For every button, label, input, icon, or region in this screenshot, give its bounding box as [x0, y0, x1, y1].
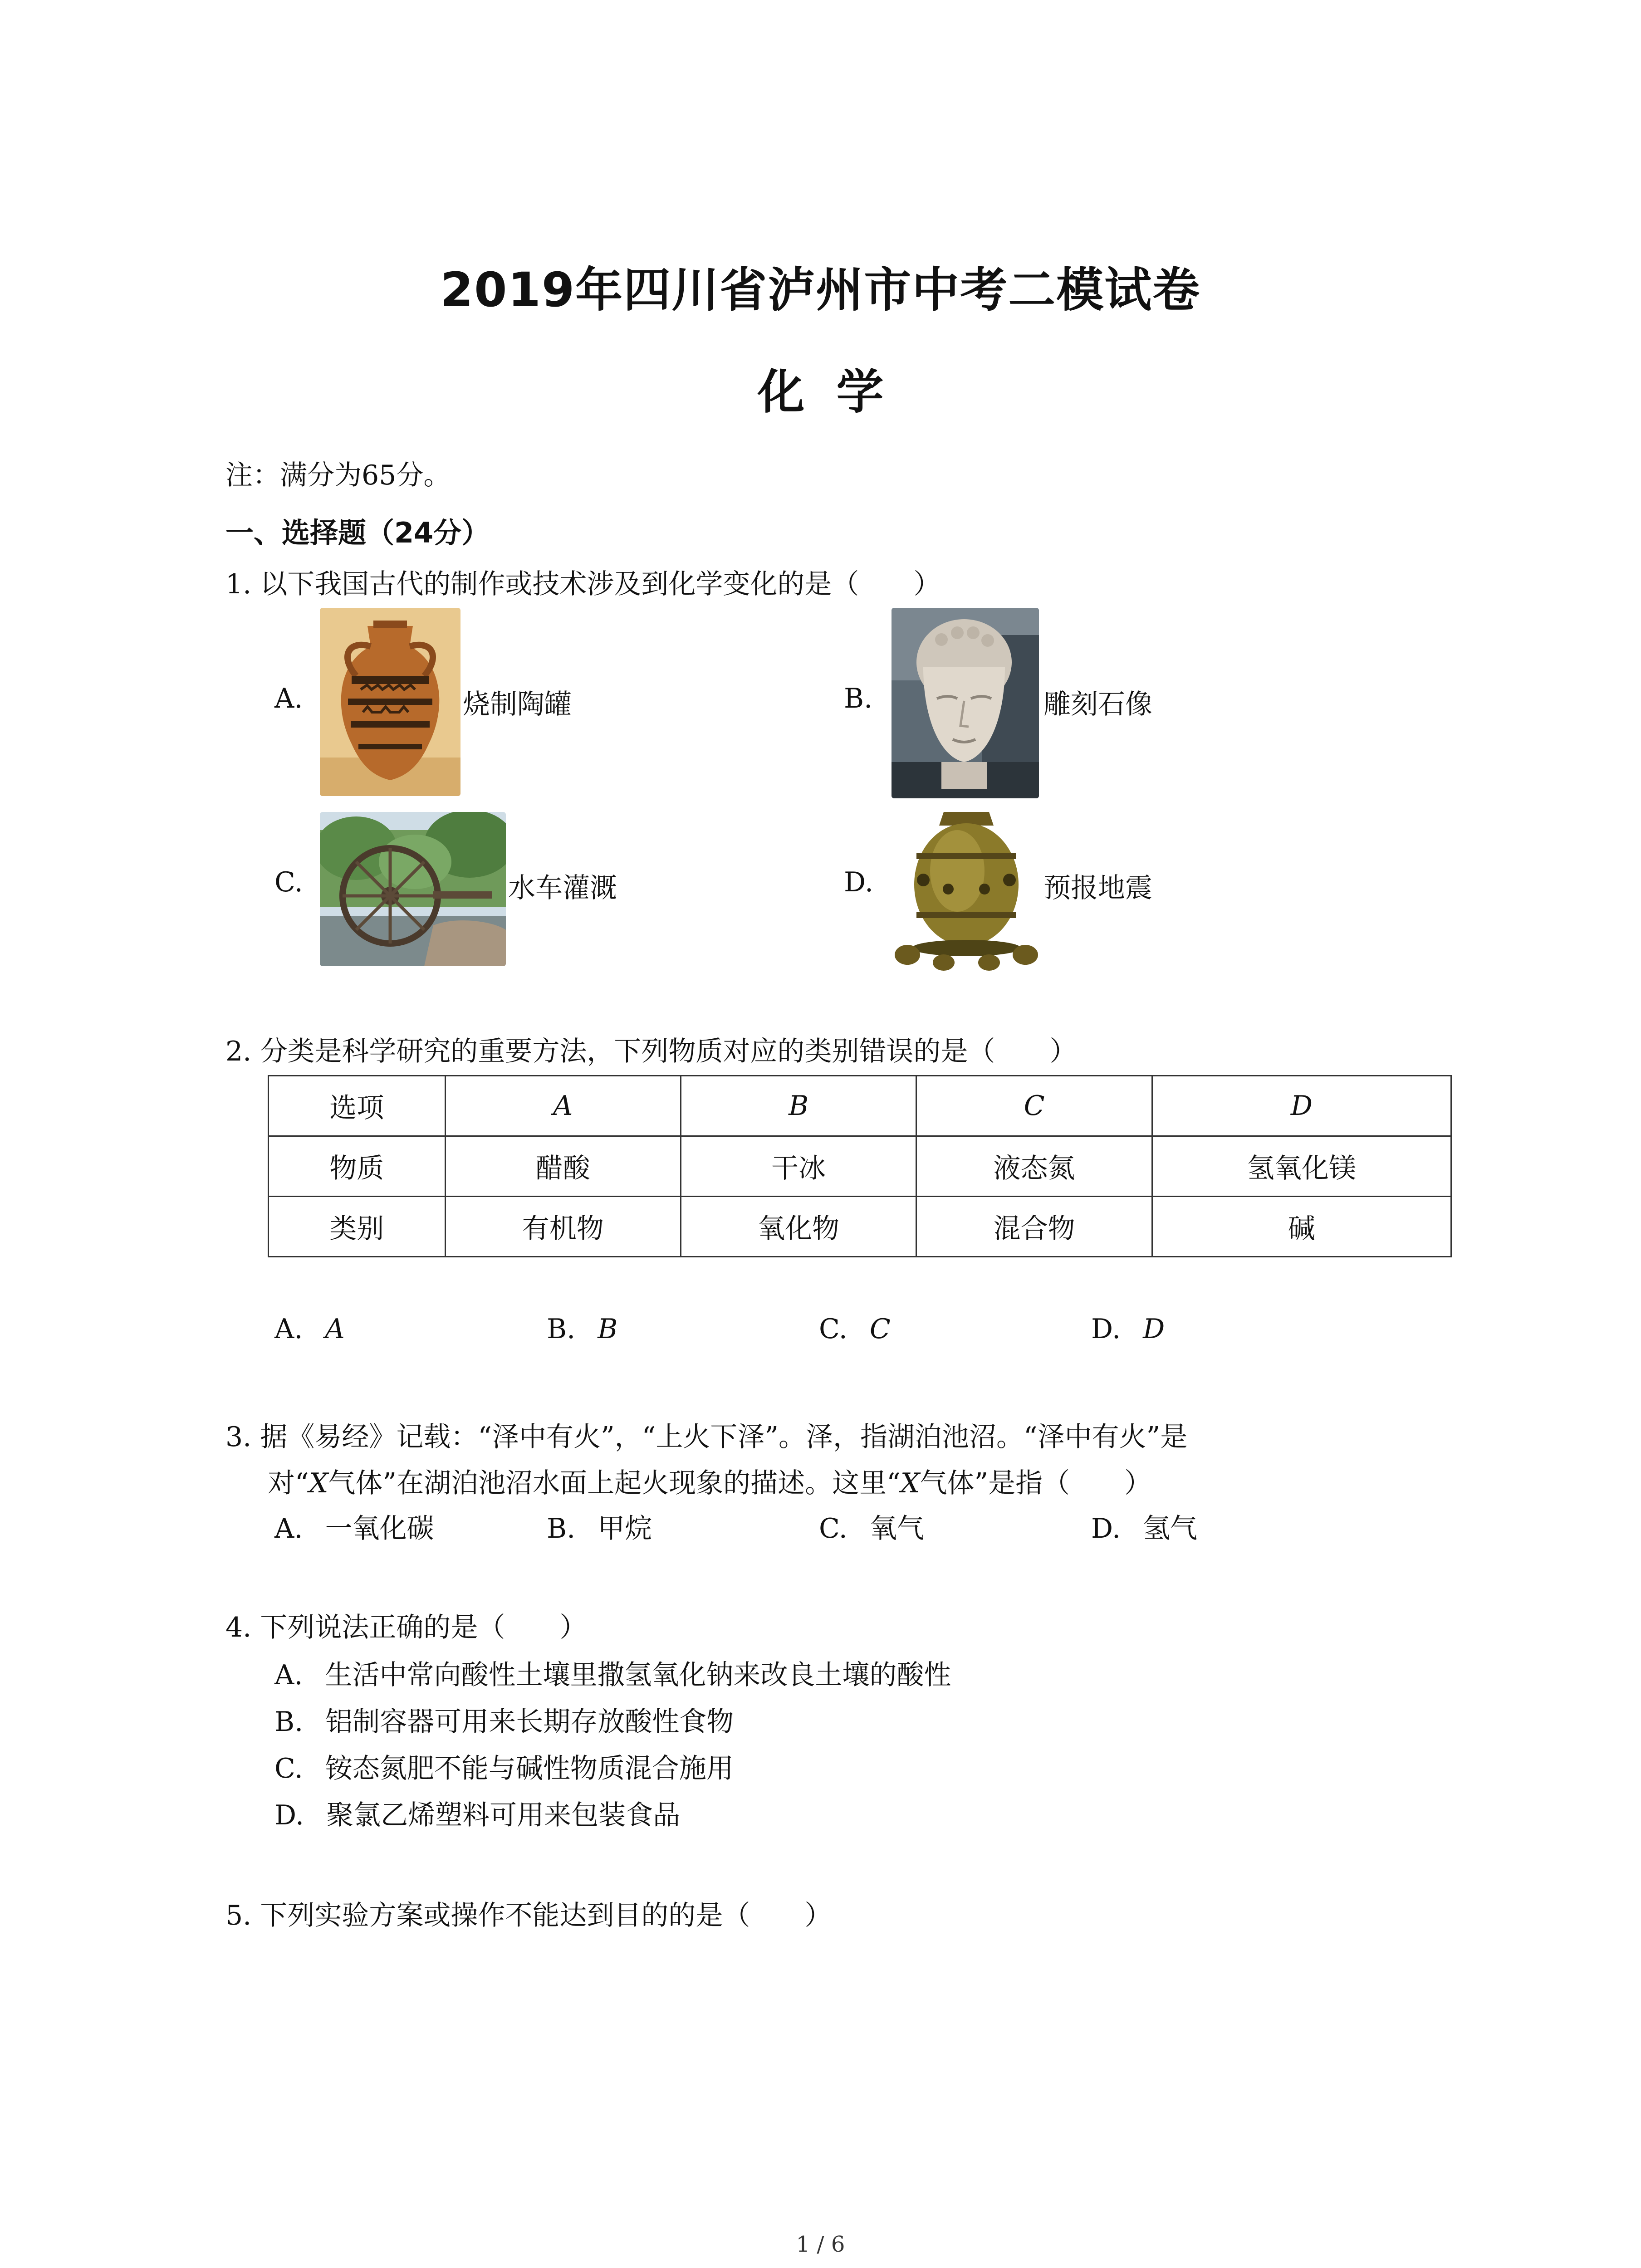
stem-text: 对“ — [268, 1467, 309, 1499]
table-cell: A — [445, 1076, 681, 1136]
table-cell: 氢氧化镁 — [1152, 1136, 1451, 1197]
q2-option-a — [274, 1313, 345, 1345]
option-letter: A. — [274, 1659, 303, 1691]
option-letter: A. — [274, 1313, 303, 1345]
table-cell: 干冰 — [681, 1136, 916, 1197]
table-cell: D — [1152, 1076, 1451, 1136]
q2-option-b — [547, 1313, 617, 1345]
q1-option-a-letter: A. — [274, 683, 303, 714]
option-letter: C. — [819, 1313, 847, 1345]
q1-option-a-text: 烧制陶罐 — [463, 689, 572, 720]
q2-stem: 2. 分类是科学研究的重要方法，下列物质对应的类别错误的是（ ） — [225, 1036, 1077, 1067]
option-text: 聚氯乙烯塑料可用来包装食品 — [326, 1799, 681, 1831]
table-row — [269, 1197, 1451, 1257]
q2-option-d — [1091, 1313, 1165, 1345]
q4-option-d — [274, 1794, 680, 1833]
q3-stem-line1: 3. 据《易经》记载：“泽中有火”，“上火下泽”。泽，指湖泊池沼。“泽中有火”是 — [225, 1421, 1188, 1453]
option-letter: D. — [274, 1799, 304, 1831]
table-cell: 液态氮 — [916, 1136, 1152, 1197]
option-text: D — [1143, 1313, 1165, 1345]
table-header-row — [269, 1076, 1451, 1136]
table-row — [269, 1136, 1451, 1197]
table-cell: 氧化物 — [681, 1197, 916, 1257]
q5-stem: 5. 下列实验方案或操作不能达到目的的是（ ） — [225, 1900, 832, 1931]
page-number: 1 / 6 — [796, 2232, 845, 2257]
stem-variable: X — [900, 1467, 920, 1499]
q4-option-b — [274, 1700, 734, 1739]
option-text: B — [598, 1313, 618, 1345]
q4-stem: 4. 下列说法正确的是（ ） — [225, 1612, 587, 1643]
table-cell: 混合物 — [916, 1197, 1152, 1257]
option-text: C — [869, 1313, 891, 1345]
q3-stem-line2 — [268, 1461, 1151, 1501]
table-cell: 有机物 — [445, 1197, 681, 1257]
table-cell: 碱 — [1152, 1197, 1451, 1257]
table-cell: C — [916, 1076, 1152, 1136]
q4-option-c — [274, 1747, 734, 1786]
option-text: 生活中常向酸性土壤里撒氢氧化钠来改良土壤的酸性 — [325, 1659, 951, 1691]
q4-option-a — [274, 1653, 951, 1692]
stone-statue-image — [892, 608, 1039, 798]
q1-option-d-text: 预报地震 — [1043, 872, 1152, 904]
option-text: A — [325, 1313, 345, 1345]
table-cell: 物质 — [269, 1136, 446, 1197]
option-letter: D. — [1091, 1513, 1121, 1545]
q1-option-c-letter: C. — [274, 866, 303, 898]
q3-option-d — [1091, 1507, 1197, 1546]
seismoscope-image — [889, 798, 1043, 973]
option-text: 氢气 — [1143, 1513, 1198, 1545]
option-letter: C. — [274, 1753, 303, 1784]
q1-option-b-text: 雕刻石像 — [1043, 689, 1152, 720]
option-letter: C. — [819, 1513, 847, 1545]
q3-option-c — [819, 1507, 924, 1546]
exam-title: 2019年四川省泸州市中考二模试卷 — [440, 262, 1201, 318]
option-letter: A. — [274, 1513, 303, 1545]
q1-option-b-letter: B. — [844, 683, 873, 714]
option-letter: B. — [547, 1513, 576, 1545]
stem-variable: X — [309, 1467, 328, 1499]
option-letter: B. — [274, 1706, 304, 1738]
section-title: 一、选择题（24分） — [225, 516, 490, 549]
stem-text: 气体”是指（ ） — [920, 1467, 1152, 1499]
table-cell: 类别 — [269, 1197, 446, 1257]
q3-option-b — [547, 1507, 652, 1546]
pottery-jar-image — [320, 608, 460, 796]
table-cell: B — [681, 1076, 916, 1136]
q3-option-a — [274, 1507, 434, 1546]
water-wheel-image — [320, 812, 506, 966]
exam-subject: 化学 — [757, 364, 916, 420]
score-note: 注：满分为65分。 — [225, 459, 451, 491]
table-cell: 醋酸 — [445, 1136, 681, 1197]
option-text: 铝制容器可用来长期存放酸性食物 — [325, 1706, 734, 1738]
stem-text: 气体”在湖泊池沼水面上起火现象的描述。这里“ — [328, 1467, 901, 1499]
table-cell: 选项 — [269, 1076, 446, 1136]
q1-option-d-letter: D. — [844, 866, 874, 898]
q1-stem: 1. 以下我国古代的制作或技术涉及到化学变化的是（ ） — [225, 568, 941, 600]
option-text: 甲烷 — [598, 1513, 652, 1545]
option-letter: B. — [547, 1313, 576, 1345]
option-text: 铵态氮肥不能与碱性物质混合施用 — [325, 1753, 734, 1784]
option-letter: D. — [1091, 1313, 1121, 1345]
q1-option-c-text: 水车灌溉 — [508, 872, 617, 904]
q2-option-c — [819, 1313, 891, 1345]
option-text: 氧气 — [869, 1513, 924, 1545]
option-text: 一氧化碳 — [325, 1513, 434, 1545]
q2-classification-table — [268, 1075, 1452, 1257]
